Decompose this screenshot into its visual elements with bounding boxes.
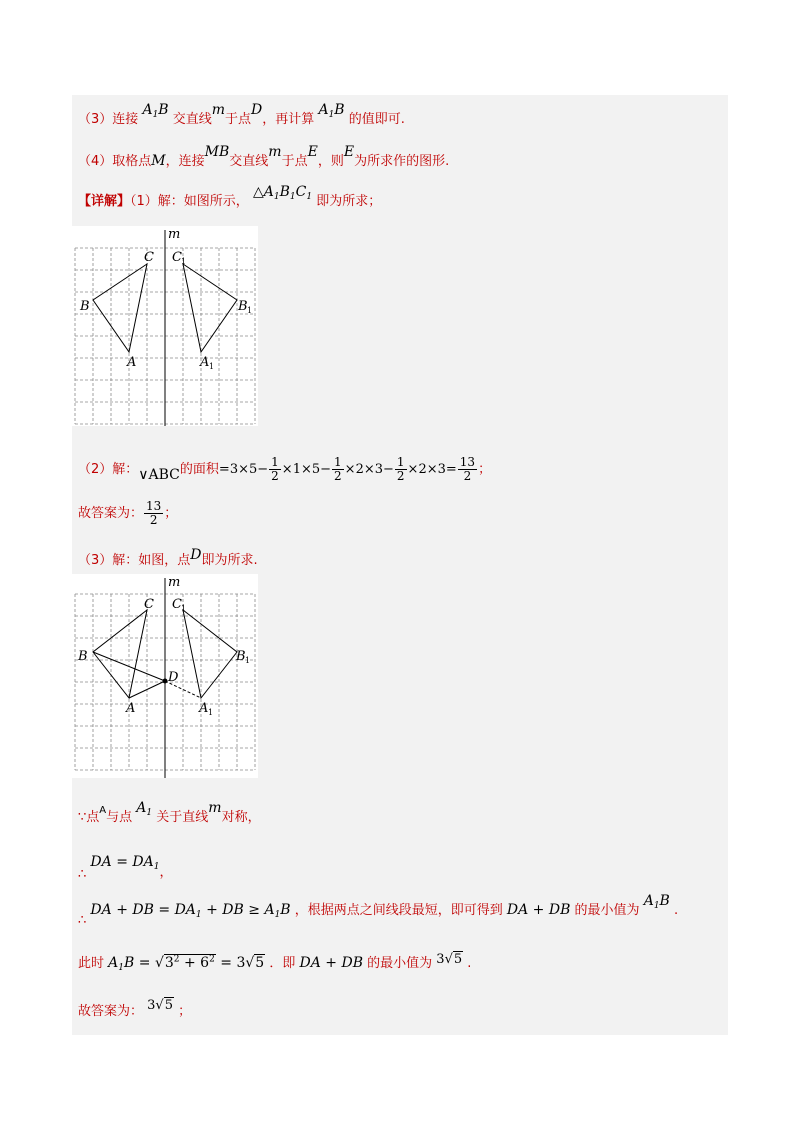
point-d: D bbox=[190, 547, 202, 563]
label-c1: C bbox=[172, 597, 182, 612]
label-a1-sub: 1 bbox=[208, 708, 214, 717]
part-2-area bbox=[78, 456, 491, 483]
text: ， bbox=[159, 865, 173, 880]
point-d: D bbox=[251, 102, 263, 118]
reason-symmetry bbox=[78, 800, 261, 827]
label-b1-sub: 1 bbox=[245, 656, 251, 665]
label-c: C bbox=[144, 250, 154, 265]
triangle-a1b1c1: $\triangle A_1B_1C_1$ bbox=[252, 184, 313, 202]
text: （3）解：如图，点 bbox=[78, 553, 191, 568]
axis-m-label: m bbox=[168, 575, 181, 590]
text: 关于直线 bbox=[156, 810, 209, 825]
line-m: m bbox=[211, 102, 226, 118]
text: ，连接 bbox=[165, 154, 205, 169]
text: 此时 bbox=[78, 956, 105, 971]
text: ； bbox=[178, 1004, 192, 1019]
reason-shortest bbox=[78, 893, 679, 928]
step-number: （4） bbox=[78, 154, 113, 169]
text: 于点 bbox=[281, 154, 308, 169]
text: 交直线 bbox=[229, 154, 269, 169]
calc-min-value bbox=[78, 952, 471, 973]
point-d-dot bbox=[163, 679, 168, 684]
text: 交直线 bbox=[172, 112, 212, 127]
text: 即为所求. bbox=[201, 553, 258, 568]
text: 与点 bbox=[106, 810, 133, 825]
label-a1: A bbox=[200, 355, 210, 370]
therefore-symbol: ∴ bbox=[78, 913, 87, 928]
min-value: 3√5 bbox=[436, 952, 463, 967]
frac-half: $\frac{1}{2}$ bbox=[334, 455, 342, 483]
triangle-a1b1c1 bbox=[183, 610, 237, 698]
text: ，再计算 bbox=[262, 112, 315, 127]
figure-2-svg bbox=[72, 574, 258, 778]
line-m: m bbox=[268, 144, 282, 160]
text: 于点 bbox=[225, 112, 252, 127]
frac-half: $\frac{1}{2}$ bbox=[396, 455, 405, 483]
label-d: D bbox=[168, 670, 179, 685]
frac-half: $\frac{1}{2}$ bbox=[271, 455, 279, 483]
expr-a1b-length: $A_1B = √3^2 + 6^2 = 3√5$ bbox=[108, 954, 265, 973]
text: 的面积 bbox=[179, 462, 219, 477]
expr-da-plus-db: DA + DB bbox=[299, 955, 363, 971]
text: （1）解：如图所示， bbox=[130, 194, 249, 209]
figure-1 bbox=[72, 226, 258, 426]
label-a: A bbox=[126, 701, 136, 716]
area-expr: ×2×3= bbox=[407, 462, 457, 477]
label-b1: B bbox=[238, 299, 248, 314]
text: ； bbox=[478, 462, 492, 477]
text: . bbox=[673, 903, 679, 918]
text: 即为所求； bbox=[316, 194, 382, 209]
part-3 bbox=[78, 549, 258, 568]
answer-2 bbox=[78, 500, 177, 527]
expr-inequality: DA + DB = $DA_1$ + DB ≥ $A_1B$ bbox=[90, 902, 291, 920]
hint-step-4 bbox=[78, 144, 450, 169]
triangle-abc bbox=[93, 264, 147, 352]
text: 为所求作的图形. bbox=[354, 154, 450, 169]
label-b1: B bbox=[236, 649, 246, 664]
label-a1-sub: 1 bbox=[209, 362, 215, 371]
hint-step-3 bbox=[78, 102, 405, 129]
point-a: A bbox=[99, 805, 107, 816]
text: ，根据两点之间线段最短，即可得到 bbox=[294, 903, 503, 918]
text: 的最小值为 bbox=[367, 956, 433, 971]
segment-a1b: $A_1B$ bbox=[643, 893, 670, 911]
text: 的最小值为 bbox=[574, 903, 640, 918]
answer-value: 3√5 bbox=[147, 998, 173, 1013]
reason-equal bbox=[78, 851, 173, 882]
text: ； bbox=[164, 506, 178, 521]
detail-tag: 【详解】 bbox=[78, 194, 131, 209]
line-m: m bbox=[208, 800, 222, 816]
label-c: C bbox=[144, 597, 154, 612]
area-expr: ×1×5− bbox=[281, 462, 332, 477]
text: （2）解： bbox=[78, 462, 139, 477]
text: ，则 bbox=[317, 154, 344, 169]
text: 故答案为： bbox=[78, 506, 144, 521]
text: 对称， bbox=[221, 810, 261, 825]
label-c1-sub: 1 bbox=[181, 604, 187, 613]
triangle-abc: ∨ABC bbox=[138, 467, 180, 483]
label-a1: A bbox=[199, 701, 209, 716]
segment-a1b: $A_1B$ bbox=[142, 102, 169, 120]
detail-part-1 bbox=[78, 184, 382, 211]
frac-answer: $\frac{13}{2}$ bbox=[146, 499, 162, 527]
label-b: B bbox=[78, 649, 88, 664]
label-a: A bbox=[127, 355, 137, 370]
figure-2 bbox=[72, 574, 258, 778]
point-e: E bbox=[307, 144, 318, 160]
text: 故答案为： bbox=[78, 1004, 144, 1019]
expr-da-eq-da1: DA = $DA_1$ bbox=[90, 854, 160, 872]
segment-a1b: $A_1B$ bbox=[318, 102, 345, 120]
answer-3 bbox=[78, 1000, 191, 1019]
frac-result: $\frac{13}{2}$ bbox=[459, 455, 476, 483]
segment-mb: MB bbox=[204, 144, 230, 160]
point-m: M bbox=[151, 153, 166, 169]
area-expr: ×2×3− bbox=[344, 462, 394, 477]
axis-m-label: m bbox=[168, 227, 181, 242]
figure-1-svg bbox=[72, 226, 258, 426]
point-e: E bbox=[343, 144, 355, 160]
area-expr: =3×5− bbox=[218, 462, 269, 477]
text: ．即 bbox=[269, 956, 296, 971]
label-b1-sub: 1 bbox=[247, 306, 253, 315]
expr-da-plus-db: DA + DB bbox=[506, 902, 571, 918]
point-a1: $A_1$ bbox=[136, 800, 153, 818]
step-number: （3） bbox=[78, 112, 113, 127]
text: 连接 bbox=[112, 112, 139, 127]
therefore-symbol: ∴ bbox=[78, 867, 87, 882]
text: 的值即可. bbox=[348, 112, 405, 127]
text: 取格点 bbox=[112, 154, 152, 169]
triangle-abc bbox=[93, 610, 147, 698]
label-c1-sub: 1 bbox=[181, 257, 187, 266]
text: . bbox=[467, 956, 472, 971]
triangle-a1b1c1 bbox=[183, 264, 237, 352]
label-c1: C bbox=[172, 250, 182, 265]
label-b: B bbox=[80, 299, 90, 314]
text: ∵点 bbox=[78, 810, 100, 825]
